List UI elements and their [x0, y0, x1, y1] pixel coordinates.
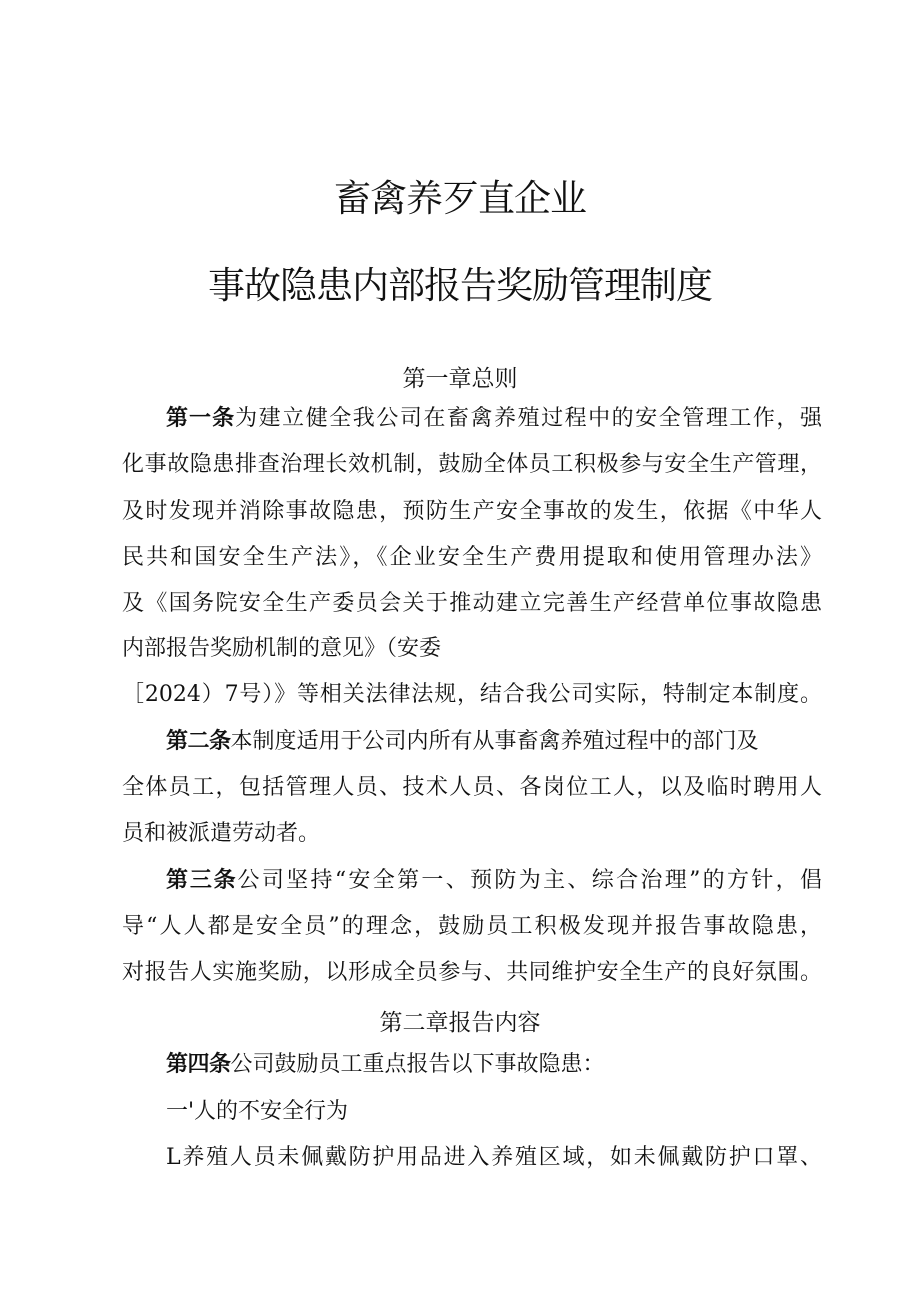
article-4-text: 公司鼓励员工重点报告以下事故隐患： — [230, 1052, 605, 1077]
chapter-2-heading: 第二章报告内容 — [379, 1010, 541, 1036]
article-1-first-line — [166, 404, 822, 434]
article-4-label: 第四条 — [166, 1052, 231, 1077]
article-3-first-line — [166, 866, 822, 896]
article-1-text: 为建立健全我公司在畜禽养殖过程中的安全管理工作，强 — [235, 406, 822, 431]
article-3-label: 第三条 — [166, 868, 238, 893]
section-heading: 一'人的不安全行为 — [166, 1099, 349, 1124]
article-1-line: ［2024）7号）》等相关法律法规，结合我公司实际，特制定本制度。 — [122, 682, 822, 707]
article-1-line: 及时发现并消除事故隐患，预防生产安全事故的发生，依据《中华人 — [122, 499, 822, 524]
article-3-line: 对报告人实施奖励，以形成全员参与、共同维护安全生产的良好氛围。 — [122, 960, 822, 985]
document-title-line1: 畜禽养歹直企业 — [334, 177, 586, 220]
article-2-text: 本制度适用于公司内所有从事畜禽养殖过程中的部门及 — [230, 729, 759, 754]
document-title-line2: 事故隐患内部报告奖励管理制度 — [208, 264, 712, 307]
article-2-line: 全体员工，包括管理人员、技术人员、各岗位工人，以及临时聘用人 — [122, 775, 822, 800]
article-4-first-line — [166, 1050, 822, 1080]
article-1-line: 及《国务院安全生产委员会关于推动建立完善生产经营单位事故隐患 — [122, 591, 822, 616]
article-1-line: 内部报告奖励机制的意见》（安委 — [122, 636, 442, 661]
article-1-line: 民共和国安全生产法》，《企业安全生产费用提取和使用管理办法》 — [122, 545, 822, 570]
article-2-line: 员和被派遣劳动者。 — [122, 821, 321, 846]
list-item: L养殖人员未佩戴防护用品进入养殖区域，如未佩戴防护口罩、 — [166, 1145, 822, 1170]
article-3-text: 公司坚持“安全第一、预防为主、综合治理”的方针，倡 — [237, 868, 822, 893]
article-2-first-line — [166, 727, 822, 757]
chapter-1-heading: 第一章总则 — [402, 366, 518, 392]
article-2-label: 第二条 — [166, 729, 231, 754]
article-1-label: 第一条 — [166, 406, 236, 431]
article-3-line: 导“人人都是安全员”的理念，鼓励员工积极发现并报告事故隐患， — [122, 914, 822, 939]
article-1-line: 化事故隐患排查治理长效机制，鼓励全体员工积极参与安全生产管理， — [122, 452, 822, 477]
